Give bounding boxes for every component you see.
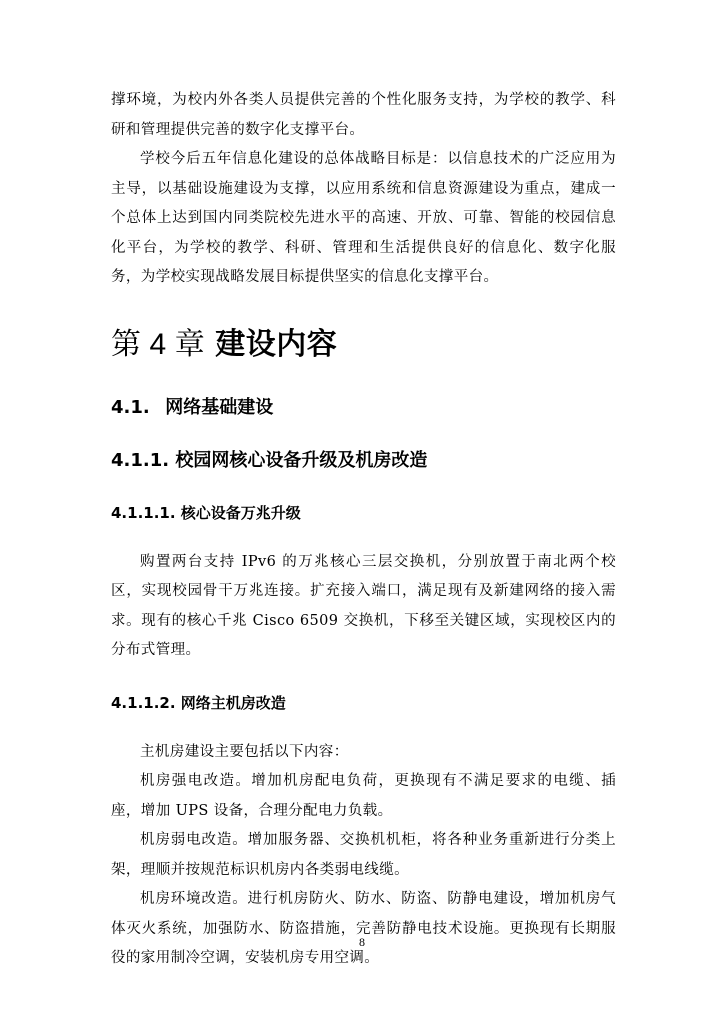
section-heading-4-1-1: 4.1.1. 校园网核心设备升级及机房改造 [111, 449, 428, 471]
section-heading-4-1-1-1: 4.1.1.1. 核心设备万兆升级 [111, 503, 301, 522]
page-number: 8 [359, 935, 365, 949]
page-content [111, 86, 616, 974]
intro-paragraph-2: 学校今后五年信息化建设的总体战略目标是：以信息技术的广泛应用为主导，以基础设施建设为支撑，以应用系统和信息资源建设为重点，建成一个总体上达到国内同类院校先进水平的高速、开放、可靠、智能的校园信息化平台，为学校的教学、科研、管理和生活提供良好的信息化、数字化服务，为学校实现战略发展目标提供坚实的信息化支撑平台。 [111, 151, 616, 285]
section-heading-4-1 [111, 393, 616, 423]
paragraph-4-1-1-2-item-1: 机房强电改造。增加机房配电负荷，更换现有不满足要求的电缆、插座，增加 UPS 设备，合理分配电力负载。 [111, 773, 616, 819]
section-title-4-1: 网络基础建设 [165, 396, 274, 418]
paragraph-4-1-1-2-lead: 主机房建设主要包括以下内容： [140, 743, 349, 760]
chapter-title [111, 323, 616, 367]
chapter-suffix: 章 [174, 326, 206, 362]
chapter-title-text: 建设内容 [215, 326, 338, 362]
paragraph-4-1-1-2-item-2: 机房弱电改造。增加服务器、交换机机柜，将各种业务重新进行分类上架，理顺并按规范标识机房内各类弱电线缆。 [111, 832, 616, 878]
paragraph-4-1-1-1: 购置两台支持 IPv6 的万兆核心三层交换机，分别放置于南北两个校区，实现校园骨干万兆连接。扩充接入端口，满足现有及新建网络的接入需求。现有的核心千兆 Cisco 6509 交换机，下移至关键区域，实现校区内的分布式管理。 [111, 553, 616, 658]
intro-paragraph-1: 撑环境，为校内外各类人员提供完善的个性化服务支持，为学校的教学、科研和管理提供完善的数字化支撑平台。 [111, 92, 616, 138]
section-heading-4-1-1-2: 4.1.1.2. 网络主机房改造 [111, 693, 286, 712]
chapter-number: 4 [149, 327, 167, 361]
section-number-4-1: 4.1. [111, 396, 150, 418]
paragraph-4-1-1-2-item-3: 机房环境改造。进行机房防火、防水、防盗、防静电建设，增加机房气体灭火系统，加强防水、防盗措施，完善防静电技术设施。更换现有长期服役的家用制冷空调，安装机房专用空调。 [111, 891, 616, 966]
chapter-prefix: 第 [111, 326, 142, 362]
